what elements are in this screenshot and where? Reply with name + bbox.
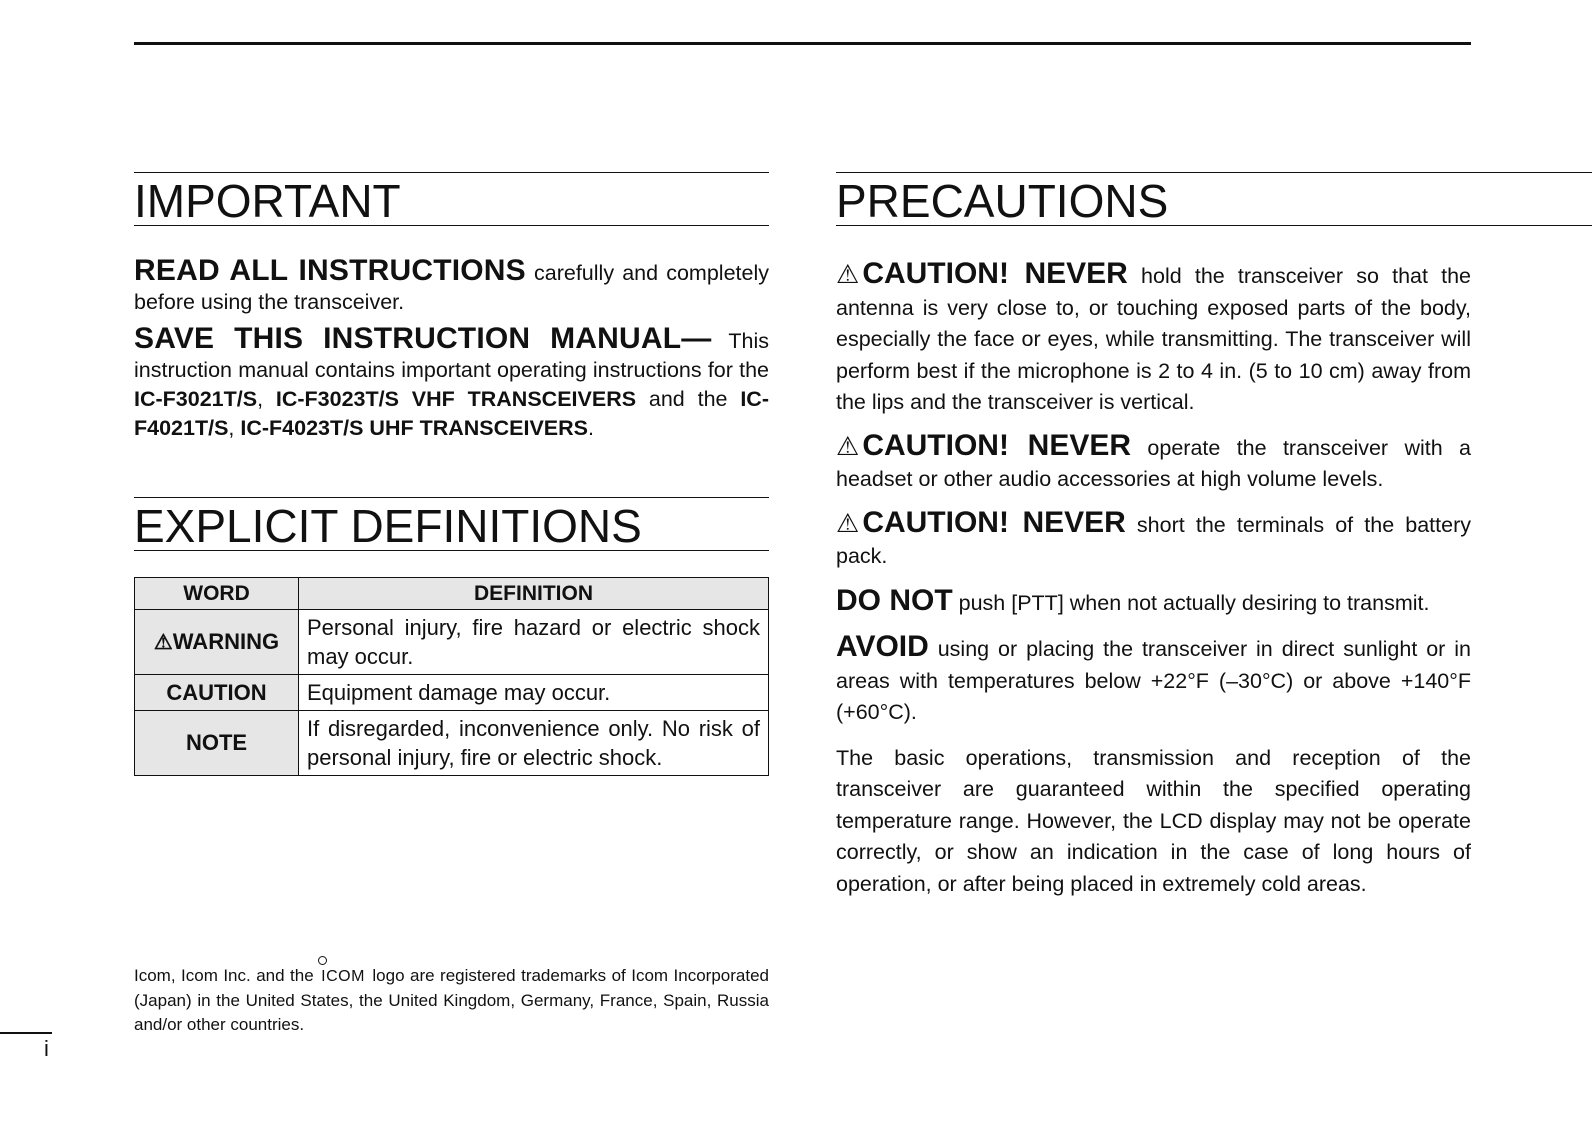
warning-triangle-icon: ⚠ <box>836 259 860 289</box>
precaution-item <box>836 430 1471 496</box>
precaution-lead: AVOID <box>836 630 929 663</box>
precaution-closing-paragraph: The basic operations, transmission and reception of the transceiver are guaranteed within the specified operating temperature range. However, the LCD display may not be operate correctly, or show an indication in the case of long hours of operation, or after being placed in extremely cold areas. <box>836 745 1471 896</box>
model-f4023: IC-F4023T/S UHF TRANSCEIVERS <box>240 416 589 440</box>
logo-text: ICOM <box>321 968 365 985</box>
definition-cell: Personal injury, fire hazard or electric shock may occur. <box>299 610 769 675</box>
and-the: and the <box>636 387 741 411</box>
precaution-item <box>836 258 1471 419</box>
table-row <box>135 610 769 675</box>
precaution-lead: CAUTION! NEVER <box>862 257 1128 290</box>
logo-ring-icon <box>318 956 327 965</box>
precaution-lead: DO NOT <box>836 583 953 617</box>
warning-triangle-icon: ⚠ <box>836 430 860 461</box>
precaution-text: short the terminals of the battery pack. <box>836 512 1472 568</box>
precautions-heading: PRECAUTIONS <box>836 172 1592 226</box>
word-column-header: WORD <box>135 578 299 610</box>
model-f4021: IC-F4021T/S <box>134 387 769 440</box>
definition-cell: If disregarded, inconvenience only. No risk of personal injury, fire or electric shock. <box>299 711 769 776</box>
word-warning: WARNING <box>172 629 280 654</box>
page-number-rule <box>0 1032 52 1034</box>
right-column <box>836 172 1471 900</box>
precaution-lead: CAUTION! NEVER <box>862 505 1126 539</box>
precaution-text: operate the transceiver with a headset or other audio accessories at high volume levels. <box>836 435 1472 491</box>
precaution-item <box>836 507 1471 573</box>
precaution-lead: CAUTION! NEVER <box>862 428 1132 462</box>
footnote-text-end: logo are registered trademarks of Icom Incorporated (Japan) in the United States, the United Kingdom, Germany, France, Spain, Russia and/or other countries. <box>134 966 769 1034</box>
save-manual-paragraph <box>134 324 769 443</box>
warning-triangle-icon: ⚠ <box>153 631 173 654</box>
definitions-heading: EXPLICIT DEFINITIONS <box>134 497 769 551</box>
left-column <box>134 172 769 776</box>
precaution-item <box>836 631 1471 729</box>
footnote-text-start: Icom, Icom Inc. and the <box>134 966 320 985</box>
table-row <box>135 711 769 776</box>
comma: , <box>257 387 276 411</box>
period: . <box>588 416 595 440</box>
top-rule <box>134 42 1471 45</box>
model-f3021: IC-F3021T/S <box>134 387 258 411</box>
precaution-item <box>836 585 1471 620</box>
read-lead: READ ALL INSTRUCTIONS <box>134 254 526 287</box>
precaution-text: hold the transceiver so that the antenna is very close to, or touching exposed parts of the body, especially the face or eyes, while transmitting. The transceiver will perform best if the microphone is 2 to 4 in. (5 to 10 cm) away from the lips and the transceiver is vertical. <box>836 264 1472 414</box>
word-cell-warning <box>135 610 299 675</box>
important-heading: IMPORTANT <box>134 172 769 226</box>
definitions-table <box>134 577 769 776</box>
model-f3023: IC-F3023T/S VHF TRANSCEIVERS <box>275 387 637 411</box>
precaution-text: push [PTT] when not actually desiring to transmit. <box>952 590 1430 615</box>
icom-logo <box>319 965 367 989</box>
save-lead: SAVE THIS INSTRUCTION MANUAL <box>134 322 682 355</box>
page-number: i <box>44 1036 49 1061</box>
word-cell-caution: CAUTION <box>135 675 299 711</box>
save-text: This instruction manual contains important operating instructions for the <box>134 329 770 382</box>
table-row <box>135 675 769 711</box>
word-cell-note: NOTE <box>135 711 299 776</box>
trademark-footnote <box>134 964 769 1037</box>
definition-column-header: DEFINITION <box>299 578 769 610</box>
warning-triangle-icon: ⚠ <box>836 507 860 538</box>
save-dash: — <box>681 322 712 355</box>
read-text: carefully and completely before using the transceiver. <box>134 261 769 314</box>
definition-cell: Equipment damage may occur. <box>299 675 769 711</box>
precaution-text: using or placing the transceiver in direct sunlight or in areas with temperatures below +22°F (–30°C) or above +140°F (+60°C). <box>836 637 1471 724</box>
comma: , <box>228 416 241 440</box>
read-instructions-paragraph <box>134 256 769 317</box>
table-header-row <box>135 578 769 610</box>
